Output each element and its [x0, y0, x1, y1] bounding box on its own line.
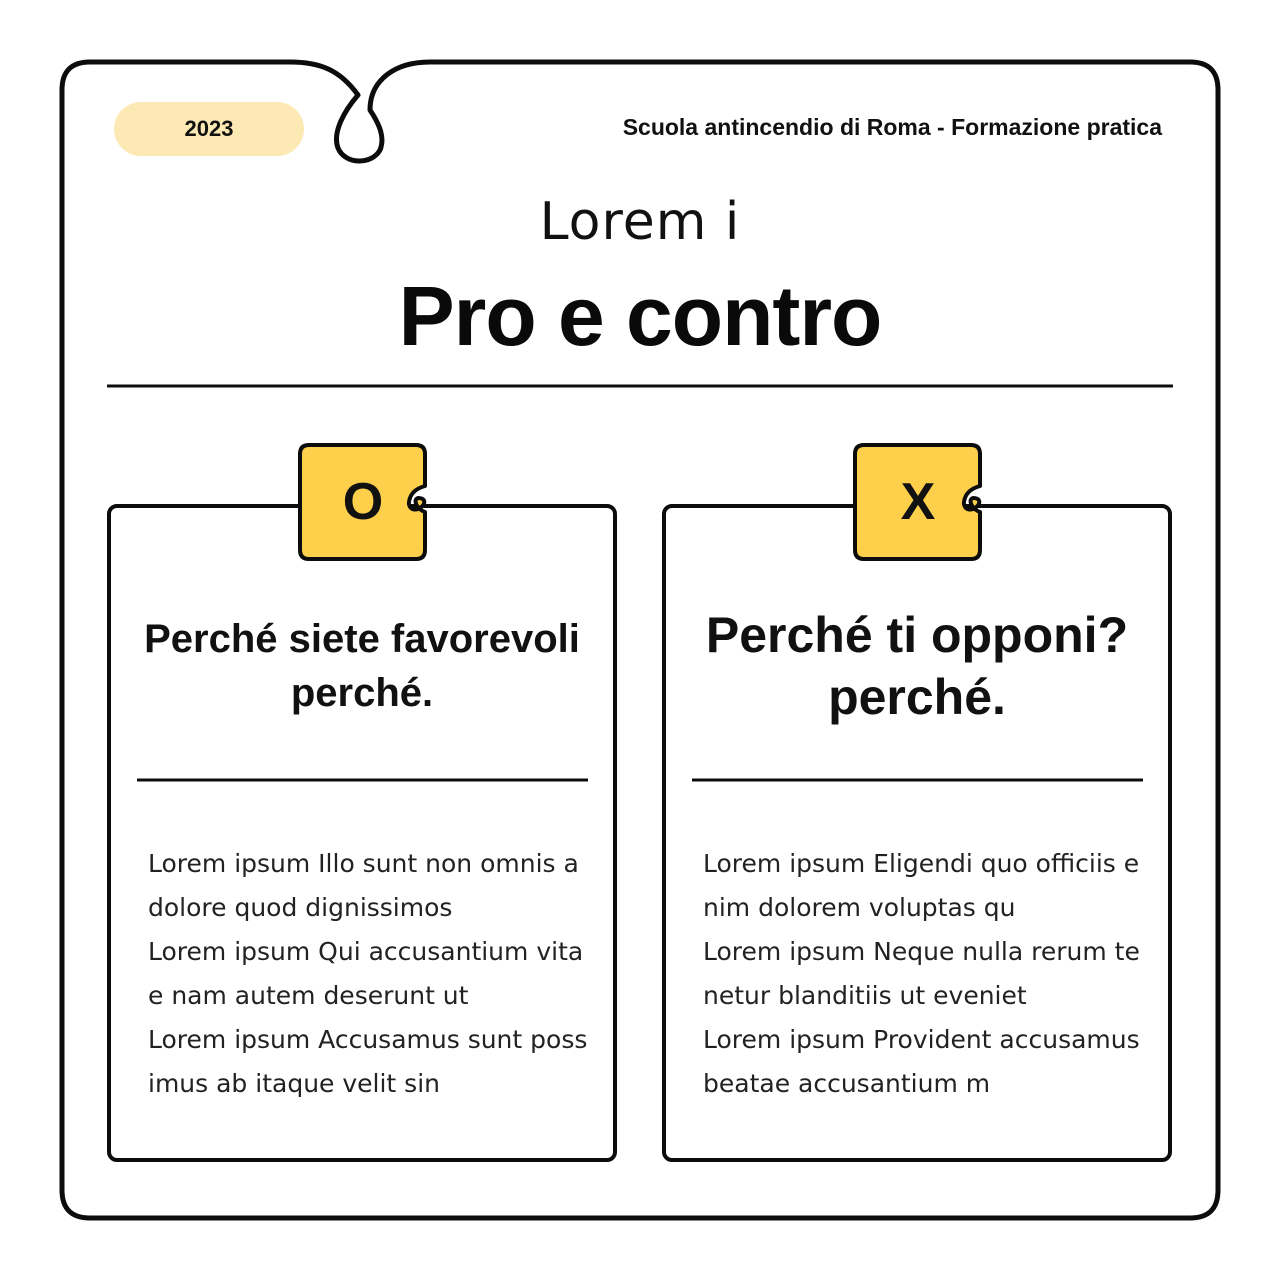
con-body-line: Lorem ipsum Eligendi quo officiis e: [703, 849, 1140, 878]
con-body-line: nim dolorem voluptas qu: [703, 893, 1016, 922]
page-title: Pro e contro: [398, 269, 882, 363]
con-body-line: Lorem ipsum Neque nulla rerum te: [703, 937, 1140, 966]
con-body-line: beatae accusantium m: [703, 1069, 991, 1098]
pro-body-line: Lorem ipsum Illo sunt non omnis a: [148, 849, 579, 878]
con-badge-letter: X: [900, 473, 936, 531]
pro-badge-letter: O: [342, 473, 384, 531]
con-heading-line: Perché ti opponi?: [705, 607, 1129, 663]
pro-card-body: [148, 842, 588, 1106]
pro-heading-line: perché.: [290, 671, 434, 715]
year-badge: [114, 102, 304, 156]
pro-card-heading: [112, 612, 612, 720]
con-card-body: [703, 842, 1143, 1106]
pro-heading-line: Perché siete favorevoli: [144, 617, 580, 661]
pro-body-line: imus ab itaque velit sin: [148, 1069, 440, 1098]
con-body-line: netur blanditiis ut eveniet: [703, 981, 1027, 1010]
organization-name: Scuola antincendio di Roma - Formazione pratica: [622, 114, 1162, 140]
pro-body-line: e nam autem deserunt ut: [148, 981, 469, 1010]
pro-body-line: Lorem ipsum Qui accusantium vita: [148, 937, 584, 966]
subtitle: Lorem i: [539, 192, 741, 252]
con-heading-line: perché.: [828, 669, 1006, 725]
pro-body-line: Lorem ipsum Accusamus sunt poss: [148, 1025, 588, 1054]
con-card-heading: [667, 604, 1167, 728]
pro-body-line: dolore quod dignissimos: [148, 893, 453, 922]
con-body-line: Lorem ipsum Provident accusamus: [703, 1025, 1140, 1054]
year-text: 2023: [184, 116, 234, 141]
